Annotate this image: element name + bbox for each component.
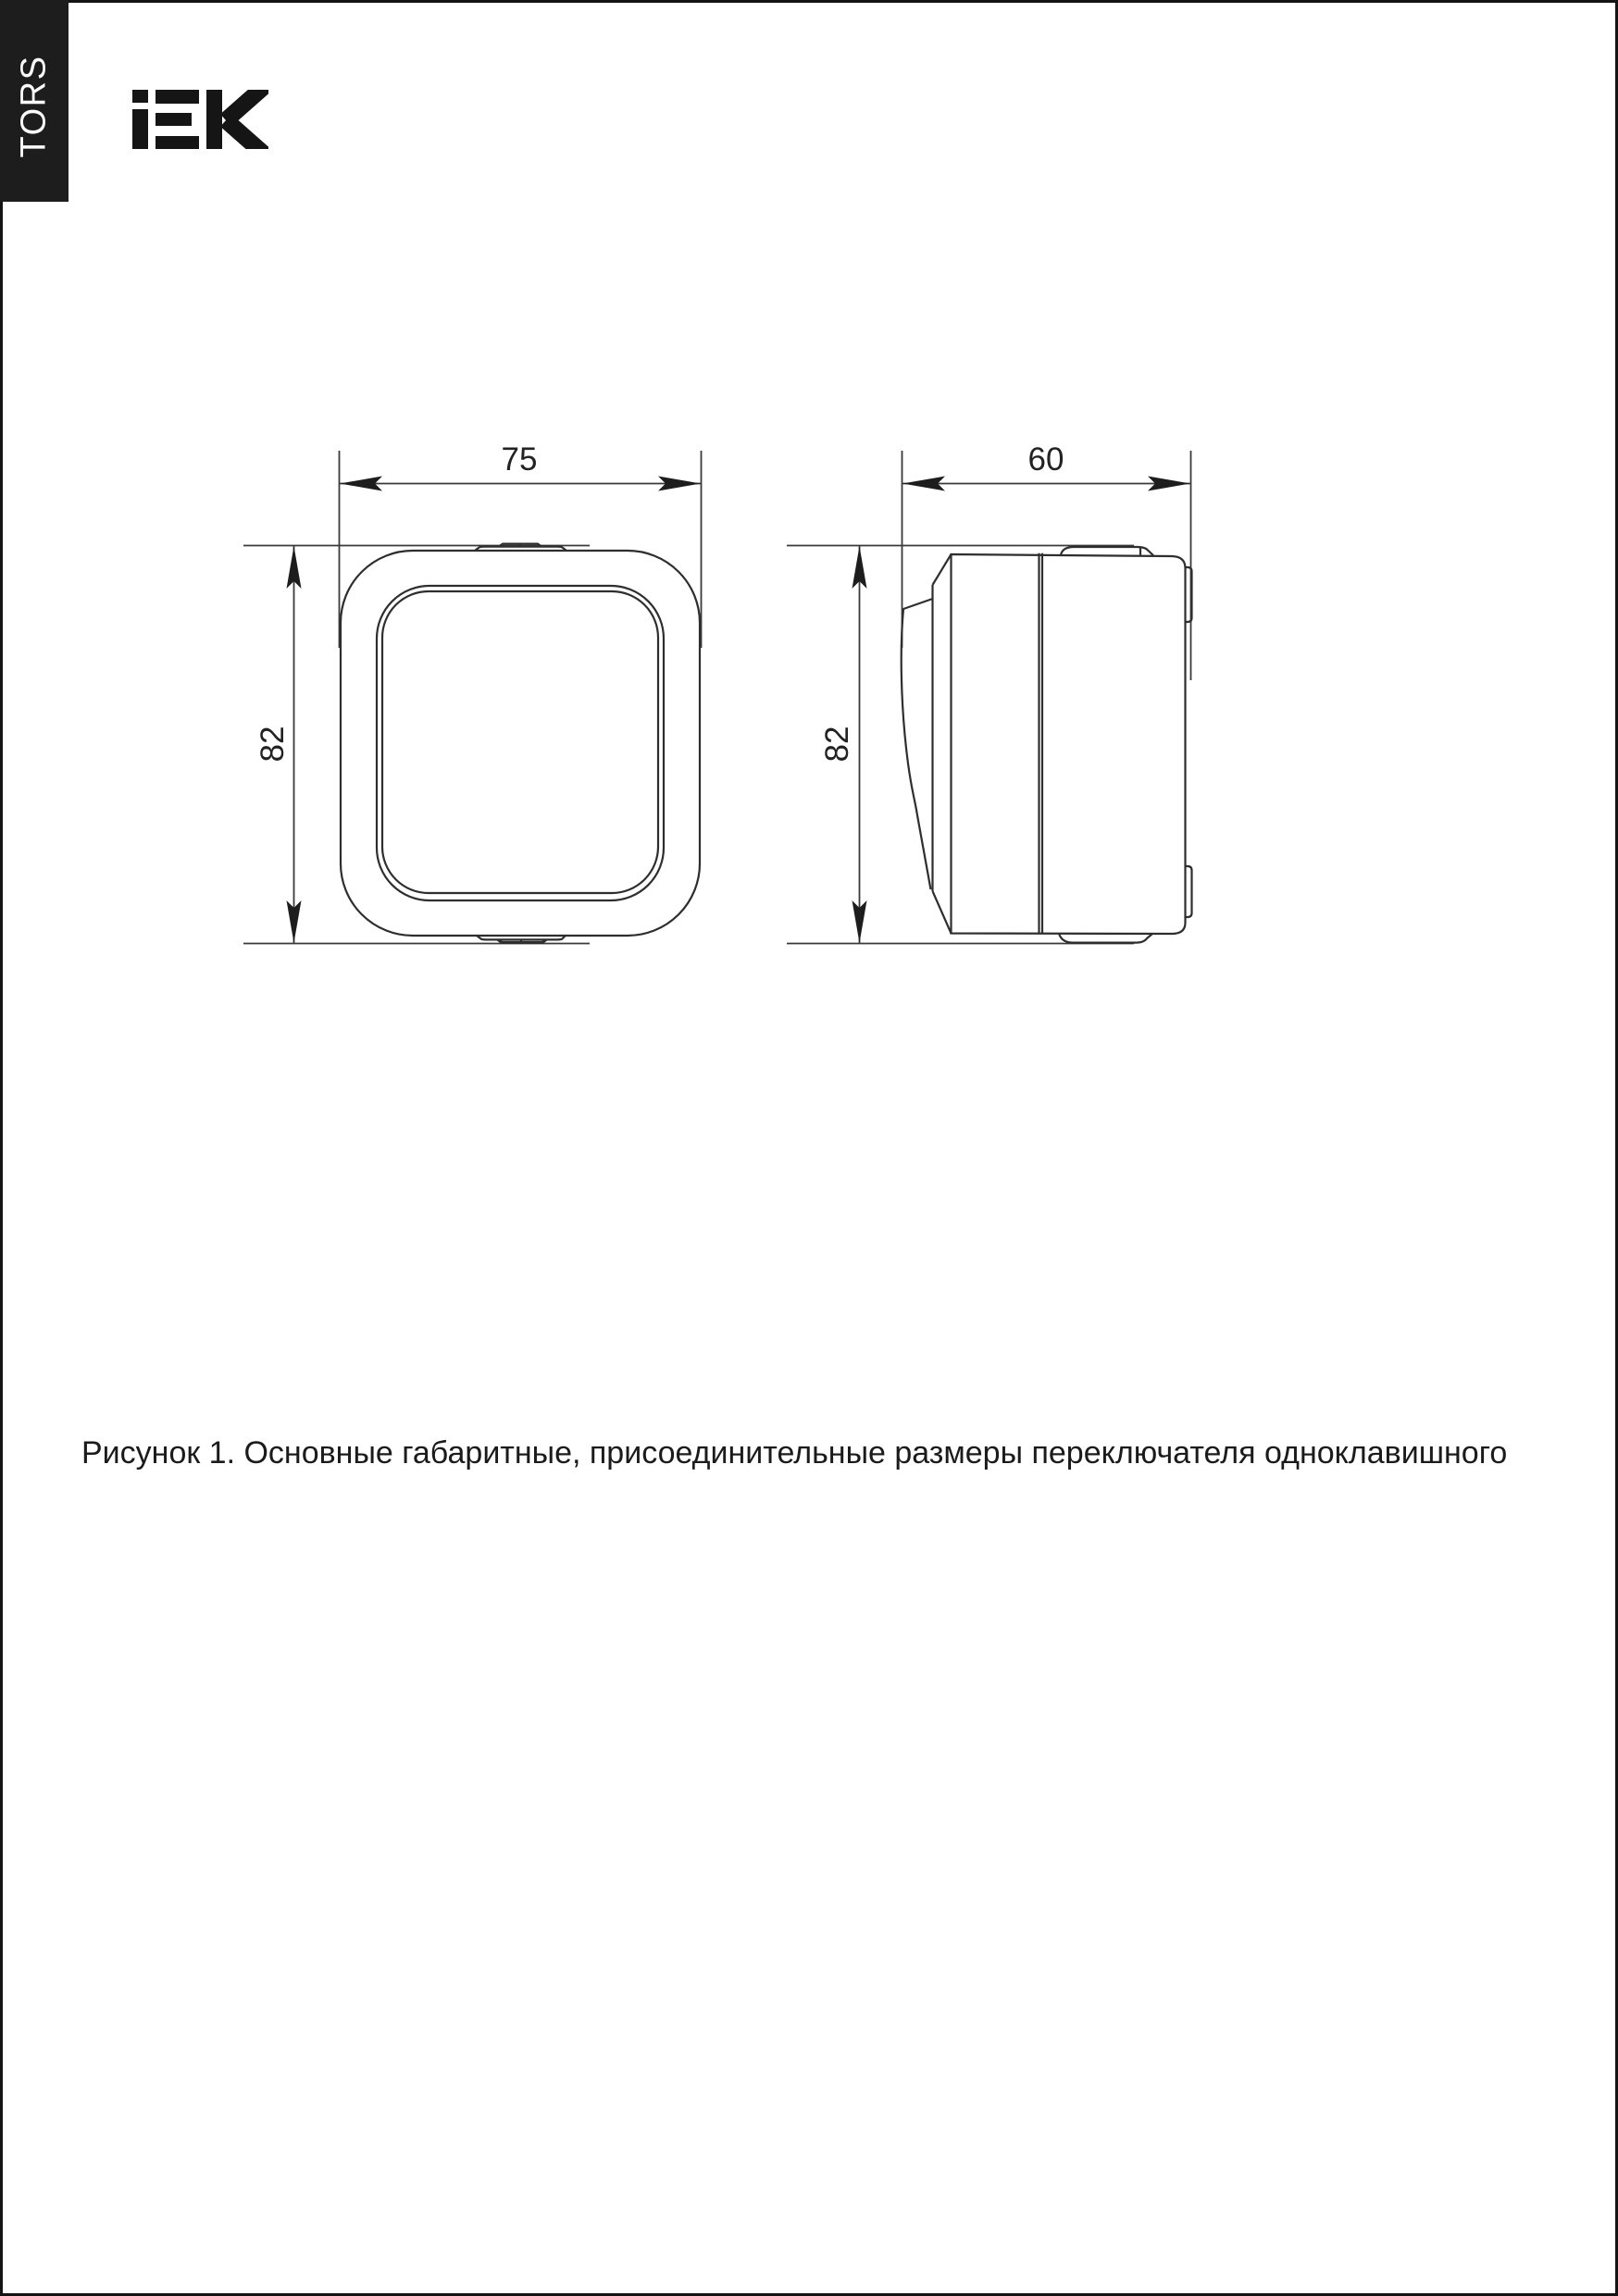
series-tab-label: TORS [14,55,54,158]
front-view-drawing [243,451,702,944]
front-height-dimension: 82 [255,726,291,763]
side-depth-dimension: 60 [1027,441,1064,478]
side-height-dimension: 82 [819,726,855,763]
dimension-drawing [0,0,1618,1111]
figure-caption: Рисунок 1. Основные габаритные, присоединительные размеры переключателя одноклавишного [81,1435,1508,1471]
front-width-dimension: 75 [501,441,538,478]
side-view-drawing [787,451,1192,944]
